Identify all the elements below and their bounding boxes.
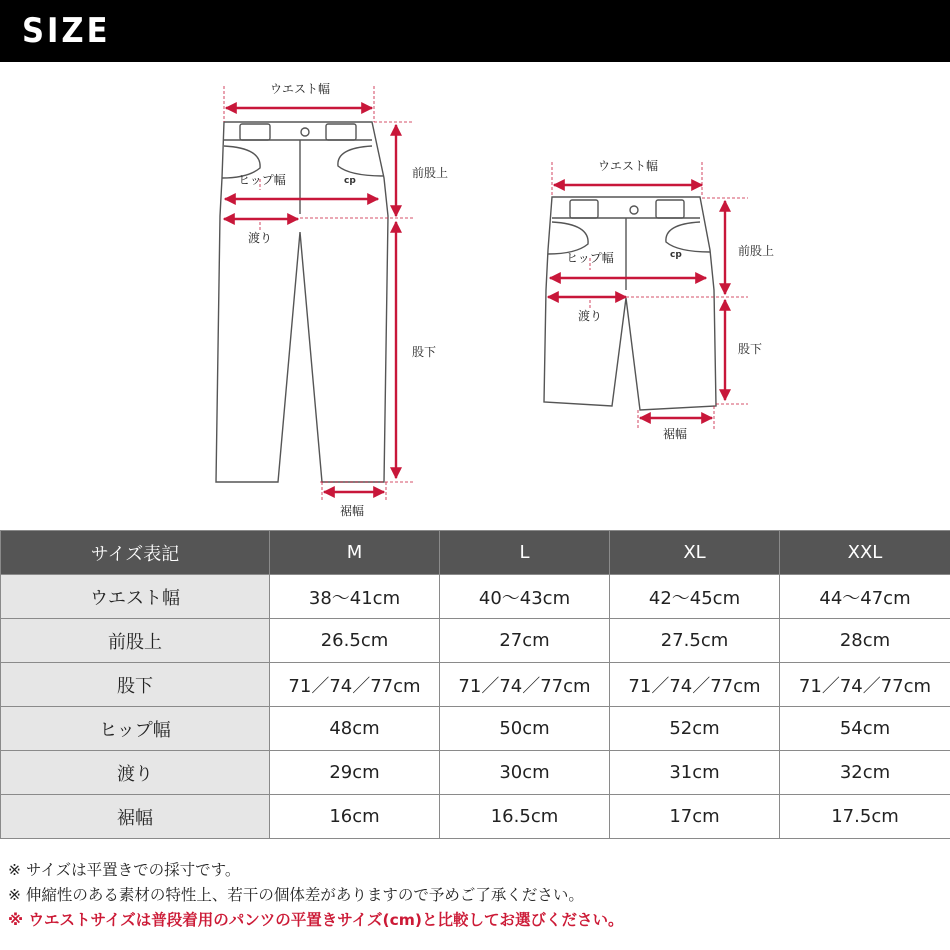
short-logo: cp (670, 250, 682, 260)
table-cell: 17cm (610, 795, 780, 839)
table-row (1, 707, 950, 751)
note-variance: ※ 伸縮性のある素材の特性上、若干の個体差がありますので予めご了承ください。 (8, 886, 584, 904)
table-cell: 48cm (270, 707, 440, 751)
table-row (1, 663, 950, 707)
long-label-hip: ヒップ幅 (238, 173, 286, 187)
table-cell: 31cm (610, 751, 780, 795)
short-label-hem: 裾幅 (662, 427, 688, 441)
row-label-waist: ウエスト幅 (1, 575, 270, 619)
table-cell: 52cm (610, 707, 780, 751)
row-label-rise: 前股上 (1, 619, 270, 663)
header-size-l: L (440, 531, 610, 575)
long-label-inseam: 股下 (412, 345, 437, 359)
table-cell: 28cm (780, 619, 950, 663)
table-cell: 54cm (780, 707, 950, 751)
header-size-m: M (270, 531, 440, 575)
table-cell: 27.5cm (610, 619, 780, 663)
table-cell: 38～41cm (270, 575, 440, 619)
row-label-thigh: 渡り (1, 751, 270, 795)
table-cell: 71／74／77cm (610, 663, 780, 707)
table-cell: 26.5cm (270, 619, 440, 663)
long-label-hem: 裾幅 (339, 504, 365, 518)
table-cell: 71／74／77cm (440, 663, 610, 707)
table-cell: 32cm (780, 751, 950, 795)
header-size-label: サイズ表記 (1, 531, 270, 575)
note-measurement: ※ サイズは平置きでの採寸です。 (8, 861, 241, 879)
header-bar (0, 0, 950, 62)
table-cell: 71／74／77cm (780, 663, 950, 707)
short-label-hip: ヒップ幅 (566, 251, 614, 265)
size-table (0, 530, 950, 839)
table-cell: 16.5cm (440, 795, 610, 839)
table-cell: 27cm (440, 619, 610, 663)
header-size-xxl: XXL (780, 531, 950, 575)
long-logo: cp (344, 176, 356, 186)
table-row (1, 619, 950, 663)
table-row (1, 575, 950, 619)
short-label-inseam: 股下 (738, 342, 763, 356)
long-label-rise: 前股上 (412, 166, 449, 180)
row-label-hip: ヒップ幅 (1, 707, 270, 751)
row-label-hem: 裾幅 (1, 795, 270, 839)
table-cell: 50cm (440, 707, 610, 751)
table-cell: 42～45cm (610, 575, 780, 619)
table-cell: 29cm (270, 751, 440, 795)
table-row (1, 795, 950, 839)
table-cell: 44～47cm (780, 575, 950, 619)
long-label-thigh: 渡り (247, 231, 273, 245)
table-cell: 40～43cm (440, 575, 610, 619)
page-title: SIZE (22, 11, 111, 51)
table-cell: 71／74／77cm (270, 663, 440, 707)
table-cell: 30cm (440, 751, 610, 795)
short-label-rise: 前股上 (738, 244, 775, 258)
short-pants-illustration (544, 197, 716, 410)
table-cell: 16cm (270, 795, 440, 839)
note-waist-advice: ※ ウエストサイズは普段着用のパンツの平置きサイズ(cm)と比較してお選びください。 (8, 911, 624, 929)
short-label-thigh: 渡り (577, 309, 603, 323)
long-label-waist: ウエスト幅 (269, 82, 331, 96)
header-size-xl: XL (610, 531, 780, 575)
notes (8, 858, 948, 933)
table-row (1, 751, 950, 795)
size-diagram (0, 62, 950, 530)
table-cell: 17.5cm (780, 795, 950, 839)
row-label-inseam: 股下 (1, 663, 270, 707)
size-table-header-row (1, 531, 950, 575)
short-label-waist: ウエスト幅 (597, 159, 659, 173)
